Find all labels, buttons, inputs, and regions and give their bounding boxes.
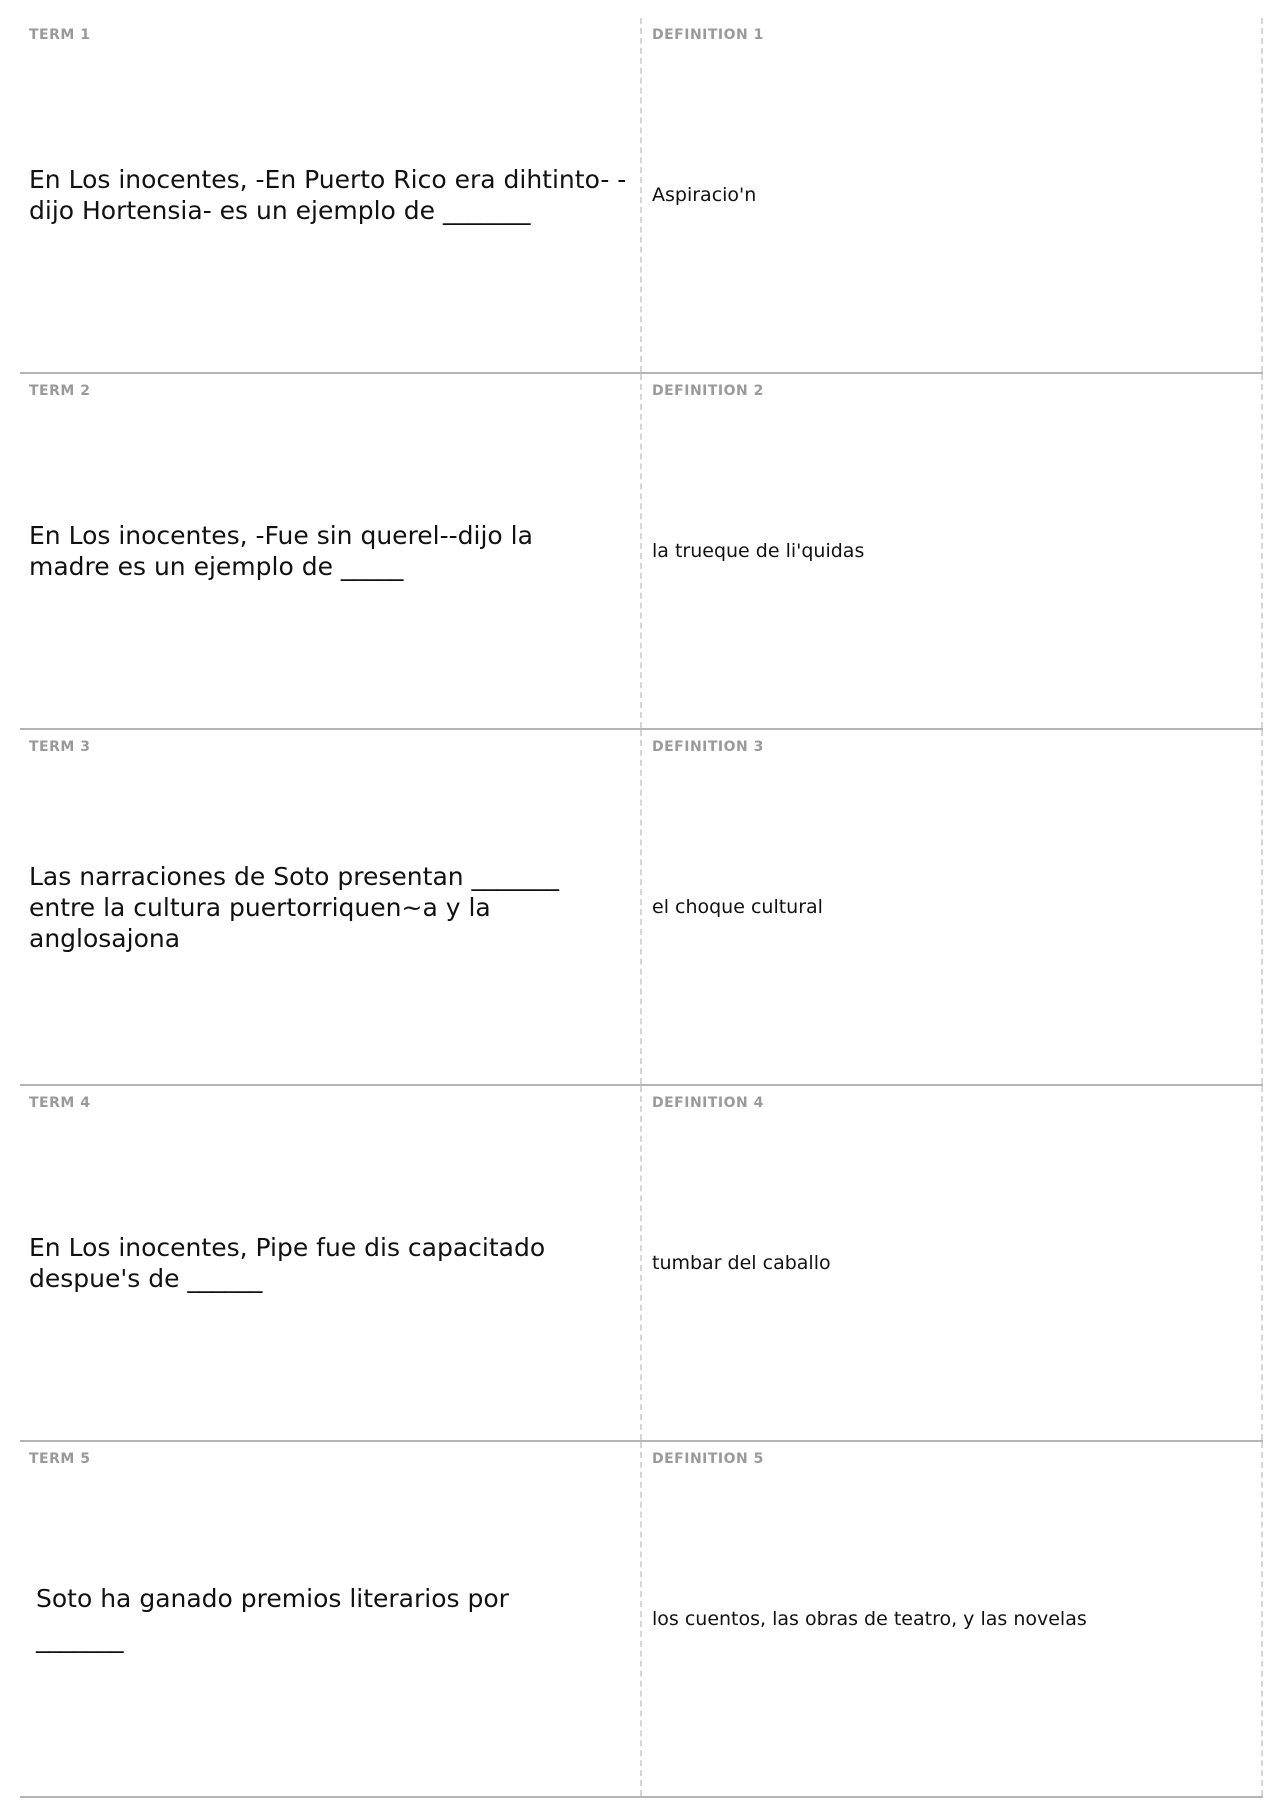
- term-cell: [20, 1442, 642, 1796]
- flashcard-sheet: [20, 18, 1263, 1798]
- term-text: En Los inocentes, -En Puerto Rico era dihtinto- -dijo Hortensia- es un ejemplo de _______: [29, 165, 627, 225]
- term-label: TERM 2: [29, 383, 91, 399]
- flashcard-row-4: [20, 1086, 1263, 1442]
- term-label: TERM 5: [29, 1451, 91, 1467]
- definition-text: los cuentos, las obras de teatro, y las novelas: [652, 1608, 1087, 1630]
- term-text: En Los inocentes, Pipe fue dis capacitado despue's de ______: [29, 1233, 554, 1293]
- term-label: TERM 4: [29, 1095, 91, 1111]
- term-text: En Los inocentes, -Fue sin querel--dijo la madre es un ejemplo de _____: [29, 521, 541, 581]
- definition-cell: [642, 1442, 1263, 1796]
- definition-label: DEFINITION 4: [652, 1095, 764, 1111]
- flashcard-row-2: [20, 374, 1263, 730]
- flashcard-row-1: [20, 18, 1263, 374]
- term-text: Las narraciones de Soto presentan _______ entre la cultura puertorriquen~a y la anglosajona: [29, 861, 568, 953]
- definition-cell: [642, 18, 1263, 372]
- definition-cell: [642, 730, 1263, 1084]
- definition-label: DEFINITION 5: [652, 1451, 764, 1467]
- term-label: TERM 3: [29, 739, 91, 755]
- definition-cell: [642, 1086, 1263, 1440]
- term-cell: [20, 374, 642, 728]
- definition-text: tumbar del caballo: [652, 1252, 831, 1274]
- definition-cell: [642, 374, 1263, 728]
- definition-label: DEFINITION 2: [652, 383, 764, 399]
- term-cell: [20, 18, 642, 372]
- flashcard-row-5: [20, 1442, 1263, 1798]
- term-cell: [20, 1086, 642, 1440]
- definition-text: la trueque de li'quidas: [652, 540, 865, 562]
- definition-label: DEFINITION 1: [652, 27, 764, 43]
- term-cell: [20, 730, 642, 1084]
- flashcard-row-3: [20, 730, 1263, 1086]
- term-text: Soto ha ganado premios literarios por _______: [36, 1584, 517, 1653]
- definition-text: el choque cultural: [652, 896, 823, 918]
- definition-text: Aspiracio'n: [652, 184, 757, 206]
- term-label: TERM 1: [29, 27, 91, 43]
- definition-label: DEFINITION 3: [652, 739, 764, 755]
